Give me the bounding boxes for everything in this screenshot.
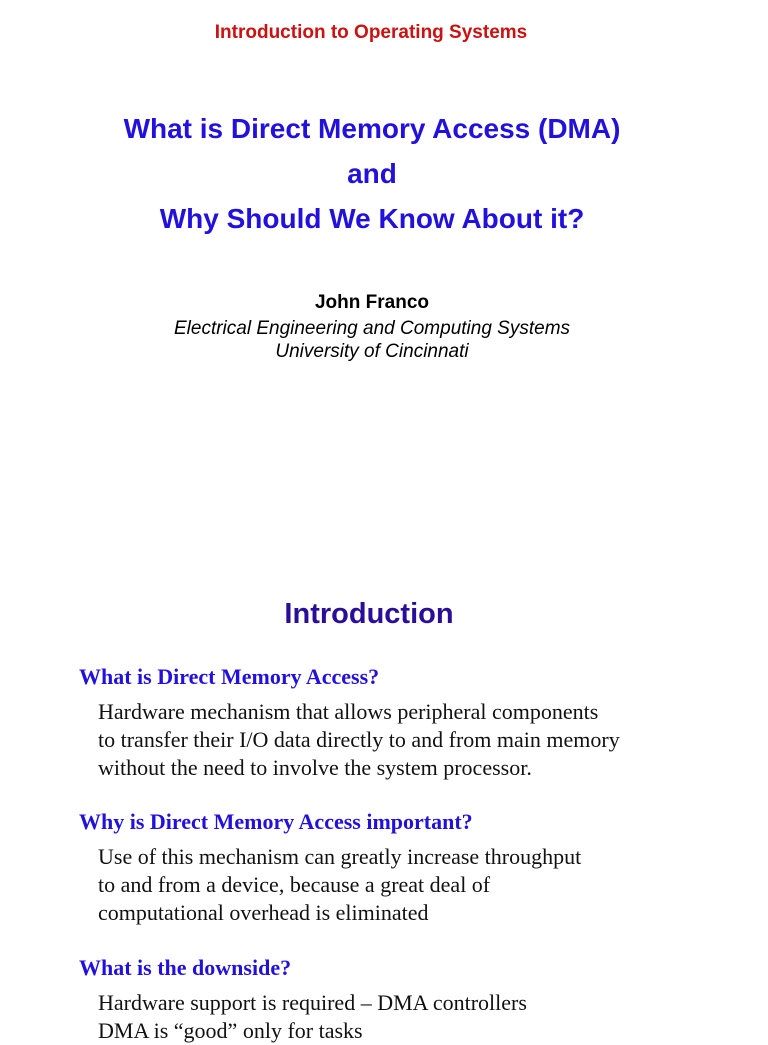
- question-2: Why is Direct Memory Access important?: [79, 809, 473, 834]
- course-title: Introduction to Operating Systems: [214, 22, 528, 43]
- answer-3-line-2: DMA is “good” only for tasks: [98, 1018, 363, 1043]
- section-title: Introduction: [284, 598, 454, 630]
- slide-title: [0, 106, 744, 241]
- slide-title-line-3: Why Should We Know About it?: [159, 203, 585, 234]
- answer-1-line-3: without the need to involve the system processor.: [98, 755, 532, 780]
- answer-1-line-1: Hardware mechanism that allows peripheral components: [98, 699, 599, 724]
- answer-2: [98, 843, 581, 927]
- author-affiliation: [0, 317, 744, 363]
- question-1: What is Direct Memory Access?: [79, 664, 380, 689]
- answer-1: [98, 698, 620, 782]
- answer-3: [98, 989, 527, 1045]
- answer-3-line-1: Hardware support is required – DMA controllers: [98, 990, 527, 1015]
- answer-2-line-2: to and from a device, because a great deal of: [98, 872, 491, 897]
- university: University of Cincinnati: [275, 341, 469, 362]
- answer-1-line-2: to transfer their I/O data directly to and from main memory: [98, 727, 620, 752]
- author-name: John Franco: [314, 292, 429, 313]
- question-3: What is the downside?: [79, 955, 292, 980]
- answer-2-line-3: computational overhead is eliminated: [98, 900, 429, 925]
- slide-title-line-2: and: [347, 158, 397, 189]
- slide-title-line-1: What is Direct Memory Access (DMA): [123, 113, 621, 144]
- answer-2-line-1: Use of this mechanism can greatly increase throughput: [98, 844, 582, 869]
- department: Electrical Engineering and Computing Systems: [173, 318, 571, 339]
